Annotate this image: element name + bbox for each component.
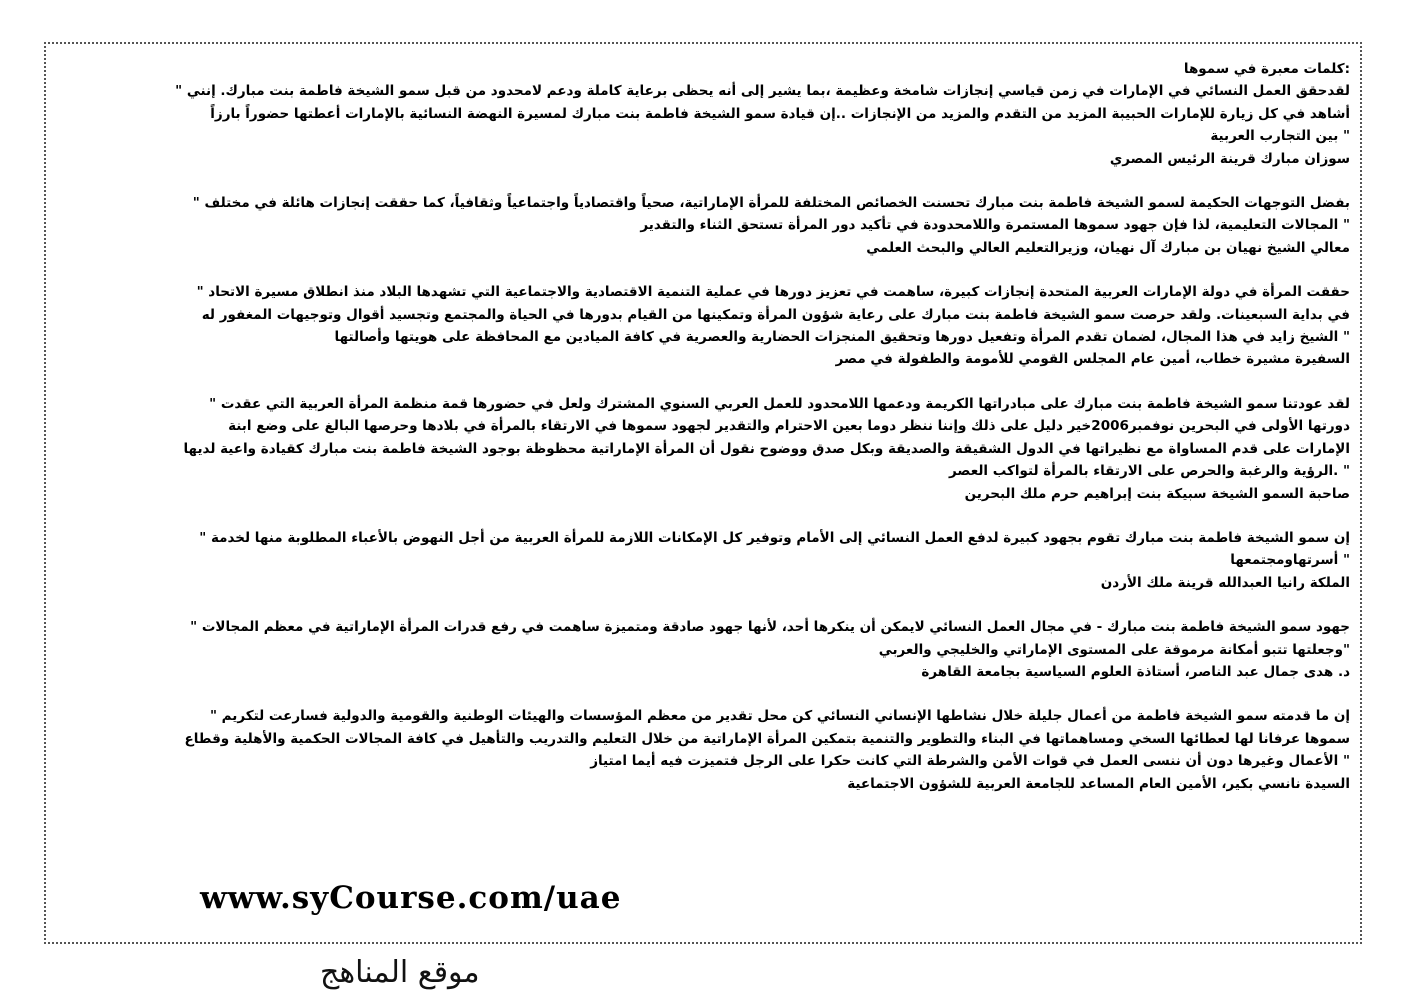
spacer — [60, 170, 1350, 192]
quote-line: إن سمو الشيخة فاطمة بنت مبارك تقوم بجهود كبيرة لدفع العمل النسائي إلى الأمام وتوفير كل الإمكانات اللازمة للمرأة العربية من أجل النهوض بالأعباء المطلوبة منها لخدمة " — [199, 529, 1350, 546]
quote-line: " المجالات التعليمية، لذا فإن جهود سموها المستمرة واللامحدودة في تأكيد دور المرأة تستحق الثناء والتقدير — [640, 217, 1350, 234]
quote-block-7 — [60, 705, 1350, 795]
quote-block-5 — [60, 527, 1350, 594]
quote-author: معالي الشيخ نهيان بن مبارك آل نهيان، وزيرالتعليم العالي والبحث العلمي — [866, 239, 1350, 256]
quote-line: في بداية السبعينات. ولقد حرصت سمو الشيخة فاطمة بنت مبارك على رعاية شؤون المرأة وتمكينها من القيام بدورها في الحياة والمجتمع وتجسيد أقوال وتوجيهات المغفور له — [201, 306, 1350, 323]
spacer — [60, 594, 1350, 616]
quote-author: صاحبة السمو الشيخة سبيكة بنت إبراهيم حرم ملك البحرين — [964, 485, 1350, 502]
quote-block-1 — [60, 80, 1350, 170]
spacer — [60, 683, 1350, 705]
quote-line: الإمارات على قدم المساواة مع نظيراتها في الدول الشقيقة والصديقة وبكل صدق ووضوح نقول أن المرأة الإماراتية محظوظة بوجود الشيخة فاطمة بنت مبارك كقيادة واعية لديها — [183, 440, 1350, 457]
quote-author: د. هدى جمال عبد الناصر، أستاذة العلوم السياسية بجامعة القاهرة — [921, 663, 1350, 680]
quotes-document — [60, 58, 1350, 795]
quote-line: "وجعلتها تتبو أمكانة مرموقة على المستوى الإماراتي والخليجي والعربي — [878, 641, 1350, 658]
spacer — [60, 505, 1350, 527]
footer-label: موقع المناهج — [320, 955, 480, 990]
spacer — [60, 371, 1350, 393]
quote-line: دورتها الأولى في البحرين نوفمبر2006خير دليل على ذلك وإننا ننظر دوما بعين الاحترام والتقدير لجهود سموها في الارتقاء بالمرأة في بلادها وحرصها البالغ على وضع ابنة — [228, 418, 1350, 435]
quote-line: لقدحقق العمل النسائي في الإمارات في زمن قياسي إنجازات شامخة وعظيمة ،بما يشير إلى أنه يحظى برعاية كاملة ودعم لامحدود من قبل سمو الشيخة فاطمة بنت مبارك. إنني " — [175, 83, 1350, 100]
quote-line: سموها عرفانا لها لعطائها السخي ومساهماتها في البناء والتطوير والتنمية بتمكين المرأة الإماراتية من خلال التعليم والتدريب والتأهيل في كافة المجالات الحكمية والأهلية وقطاع — [184, 730, 1350, 747]
quote-block-3 — [60, 281, 1350, 371]
quote-line: " .الرؤية والرغبة والحرص على الارتقاء بالمرأة لتواكب العصر — [949, 463, 1350, 480]
website-url: www.syCourse.com/uae — [200, 880, 622, 916]
quote-line: " بين التجارب العربية — [1210, 128, 1350, 145]
quote-block-4 — [60, 393, 1350, 505]
quote-line: بفضل التوجهات الحكيمة لسمو الشيخة فاطمة بنت مبارك تحسنت الخصائص المختلفة للمرأة الإماراتية، صحياً واقتصادياً واجتماعياً وثقافياً، كما حققت إنجازات هائلة في مختلف " — [192, 195, 1350, 212]
quote-line: أشاهد في كل زيارة للإمارات الحبيبة المزيد من التقدم والمزيد من الإنجازات ..إن قيادة سمو الشيخة فاطمة بنت مبارك لمسيرة النهضة النسائية بالإمارات أعطتها حضوراً بارزاً — [210, 105, 1350, 122]
spacer — [60, 259, 1350, 281]
quote-line: إن ما قدمته سمو الشيخة فاطمة من أعمال جليلة خلال نشاطها الإنساني النسائي كن محل تقدير من معظم المؤسسات والهيئات الوطنية والقومية والدولية فسارعت لتكريم " — [209, 708, 1350, 725]
quote-line: لقد عودتنا سمو الشيخة فاطمة بنت مبارك على مبادراتها الكريمة ودعمها اللامحدود للعمل العربي السنوي المشترك ولعل في حضورها قمة منظمة المرأة العربية التي عقدت " — [209, 395, 1350, 412]
quote-line: جهود سمو الشيخة فاطمة بنت مبارك - في مجال العمل النسائي لايمكن أن ينكرها أحد، لأنها جهود صادقة ومتميزة ساهمت في رفع قدرات المرأة الإماراتية في معظم المجالات " — [190, 619, 1350, 636]
quote-block-6 — [60, 616, 1350, 683]
quote-line: " الشيخ زايد في هذا المجال، لضمان تقدم المرأة وتفعيل دورها وتحقيق المنجزات الحضارية والعصرية في كافة الميادين مع المحافظة على هويتها وأصالتها — [334, 329, 1350, 346]
quote-line: " الأعمال وغيرها دون أن ننسى العمل في قوات الأمن والشرطة التي كانت حكرا على الرجل فتميزت فيه أيما امتياز — [590, 753, 1350, 770]
quote-author: الملكة رانيا العبدالله قرينة ملك الأردن — [1100, 574, 1350, 591]
quote-line: حققت المرأة في دولة الإمارات العربية المتحدة إنجازات كبيرة، ساهمت في تعزيز دورها في عملية التنمية الاقتصادية والاجتماعية التي تشهدها البلاد منذ انطلاق مسيرة الاتحاد " — [196, 284, 1350, 301]
quote-line: " أسرتهاومجتمعها — [1230, 552, 1350, 569]
quote-block-2 — [60, 192, 1350, 259]
document-heading: :كلمات معبرة في سموها — [1183, 61, 1350, 77]
quote-author: سوزان مبارك قرينة الرئيس المصري — [1109, 150, 1350, 167]
quote-author: السفيرة مشيرة خطاب، أمين عام المجلس القومي للأمومة والطفولة في مصر — [835, 351, 1350, 368]
quote-author: السيدة نانسي بكير، الأمين العام المساعد للجامعة العربية للشؤون الاجتماعية — [847, 775, 1350, 792]
